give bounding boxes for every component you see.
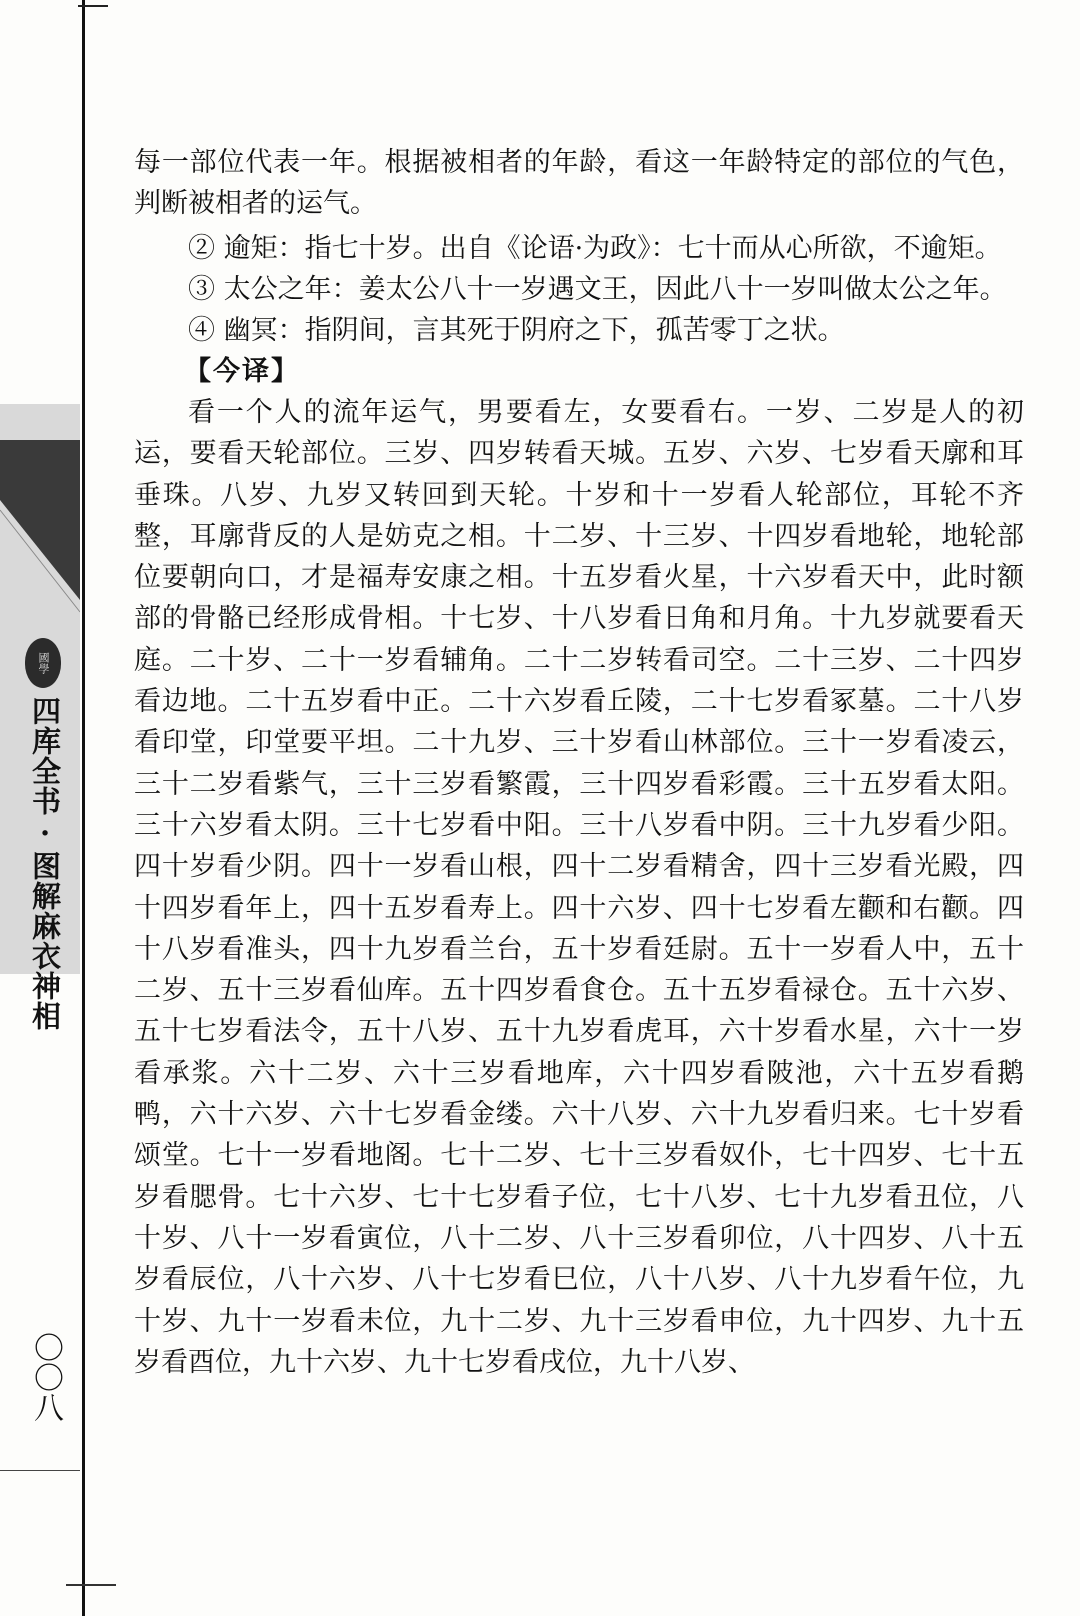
seal-text: 國學 — [37, 652, 50, 674]
folio-rule — [0, 1470, 80, 1471]
note-2: ② 逾矩：指七十岁。出自《论语·为政》：七十而从心所欲，不逾矩。 — [188, 233, 1002, 264]
top-crop-mark — [78, 0, 108, 7]
side-tab-decoration — [0, 440, 80, 640]
note-continuation: 每一部位代表一年。根据被相者的年龄，看这一年龄特定的部位的气色，判断被相者的运气。 — [134, 147, 1024, 219]
section-heading: 【今译】 — [184, 356, 300, 387]
note-3: ③ 太公之年：姜太公八十一岁遇文王，因此八十一岁叫做太公之年。 — [188, 274, 1007, 305]
translation-body: 看一个人的流年运气，男要看左，女要看右。一岁、二岁是人的初运，要看天轮部位。三岁、四岁转看天城。五岁、六岁、七岁看天廓和耳垂珠。八岁、九岁又转回到天轮。十岁和十一岁看人轮部位，耳轮不齐整，耳廓背反的人是妨克之相。十二岁、十三岁、十四岁看地轮，地轮部位要朝向口，才是福寿安康之相。十五岁看火星，十六岁看天中，此时额部的骨骼已经形成骨相。十七岁、十八岁看日角和月角。十九岁就要看天庭。二十岁、二十一岁看辅角。二十二岁转看司空。二十三岁、二十四岁看边地。二十五岁看中正。二十六岁看丘陵，二十七岁看冢墓。二十八岁看印堂，印堂要平坦。二十九岁、三十岁看山林部位。三十一岁看凌云，三十二岁看紫气，三十三岁看繁霞，三十四岁看彩霞。三十五岁看太阳。三十六岁看太阴。三十七岁看中阳。三十八岁看中阴。三十九岁看少阳。四十岁看少阴。四十一岁看山根，四十二岁看精舍，四十三岁看光殿，四十四岁看年上，四十五岁看寿上。四十六岁、四十七岁看左颧和右颧。四十八岁看准头，四十九岁看兰台，五十岁看廷尉。五十一岁看人中，五十二岁、五十三岁看仙库。五十四岁看食仓。五十五岁看禄仓。五十六岁、五十七岁看法令，五十八岁、五十九岁看虎耳，六十岁看水星，六十一岁看承浆。六十二岁、六十三岁看地库，六十四岁看陂池，六十五岁看鹅鸭，六十六岁、六十七岁看金缕。六十八岁、六十九岁看归来。七十岁看颂堂。七十一岁看地阁。七十二岁、七十三岁看奴仆，七十四岁、七十五岁看腮骨。七十六岁、七十七岁看子位，七十八岁、七十九岁看丑位，八十岁、八十一岁看寅位，八十二岁、八十三岁看卯位，八十四岁、八十五岁看辰位，八十六岁、八十七岁看巳位，八十八岁、八十九岁看午位，九十岁、九十一岁看未位，九十二岁、九十三岁看申位，九十四岁、九十五岁看酉位，九十六岁、九十七岁看戌位，九十八岁、 — [134, 397, 1024, 1378]
note-4: ④ 幽冥：指阴间，言其死于阴府之下，孤苦零丁之状。 — [188, 315, 845, 346]
binding-rule — [82, 0, 85, 1616]
bottom-crop-mark — [66, 1584, 116, 1586]
seal-stamp-icon — [25, 638, 61, 688]
main-text — [134, 142, 1024, 1383]
page-number: 〇〇八 — [28, 1332, 63, 1422]
book-title: 四库全书·图解麻衣神相 — [28, 696, 62, 1031]
